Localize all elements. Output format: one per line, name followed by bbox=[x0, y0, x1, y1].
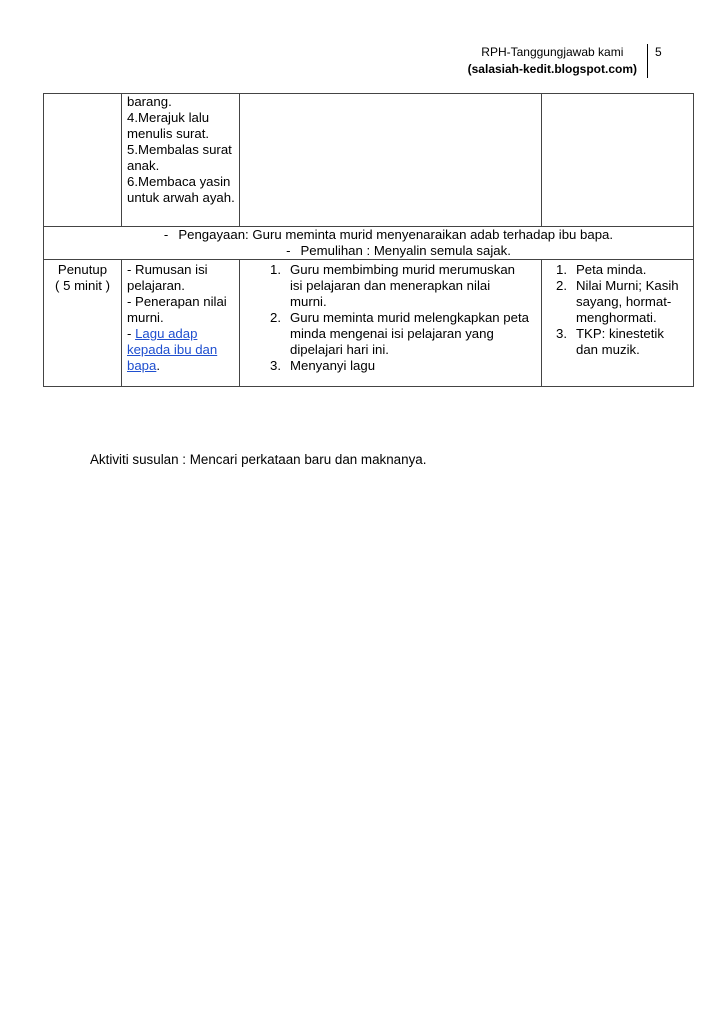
content-line: 5.Membalas surat anak. bbox=[127, 142, 232, 173]
content-line: 4.Merajuk lalu menulis surat. bbox=[127, 110, 210, 141]
lesson-plan-table bbox=[43, 93, 694, 387]
activity-list bbox=[270, 262, 529, 374]
stage-cell bbox=[44, 260, 122, 387]
list-item bbox=[270, 358, 529, 374]
table-row bbox=[44, 94, 694, 227]
page-number: 5 bbox=[655, 45, 662, 59]
enrichment-text: Pengayaan: Guru meminta murid menyenaraikan adab terhadap ibu bapa. bbox=[178, 227, 614, 242]
item-text: Guru meminta murid melengkapkan peta minda mengenai isi pelajaran yang dipelajari hari ini. bbox=[290, 310, 529, 357]
content-item: - Penerapan nilai murni. bbox=[127, 294, 227, 325]
content-prefix: - bbox=[127, 326, 136, 341]
content-line: barang. bbox=[127, 94, 172, 109]
stage-duration: ( 5 minit ) bbox=[55, 278, 110, 293]
content-cell bbox=[122, 94, 240, 227]
notes-cell bbox=[542, 94, 694, 227]
header-site: (salasiah-kedit.blogspot.com) bbox=[467, 62, 637, 76]
activity-cell bbox=[240, 260, 542, 387]
list-item bbox=[270, 310, 529, 358]
item-number: 1. bbox=[270, 262, 281, 277]
list-item bbox=[556, 278, 689, 326]
song-link[interactable]: Lagu adap kepada ibu dan bapa bbox=[127, 326, 218, 373]
table-row bbox=[44, 260, 694, 387]
item-number: 3. bbox=[270, 358, 281, 373]
page-header bbox=[468, 44, 648, 78]
table-row bbox=[44, 227, 694, 260]
content-cell bbox=[122, 260, 240, 387]
list-item bbox=[270, 262, 529, 310]
item-number: 3. bbox=[556, 326, 567, 341]
content-line: 6.Membaca yasin untuk arwah ayah. bbox=[127, 174, 235, 205]
enrichment-remedial-cell bbox=[44, 227, 694, 260]
item-number: 2. bbox=[270, 310, 281, 325]
stage-label: Penutup bbox=[57, 262, 108, 277]
content-item bbox=[127, 326, 235, 374]
content-suffix: . bbox=[156, 358, 161, 373]
content-item: - Rumusan isi pelajaran. bbox=[127, 262, 208, 293]
item-text: Guru membimbing murid merumuskan isi pelajaran dan menerapkan nilai murni. bbox=[290, 262, 515, 309]
stage-cell bbox=[44, 94, 122, 227]
item-text: Menyanyi lagu bbox=[290, 358, 376, 373]
list-dash: - bbox=[163, 227, 169, 242]
item-text: Nilai Murni; Kasih sayang, hormat-menghormati. bbox=[576, 278, 679, 325]
item-number: 1. bbox=[556, 262, 567, 277]
header-title: RPH-Tanggungjawab kami bbox=[481, 45, 624, 59]
item-text: Peta minda. bbox=[576, 262, 647, 277]
item-number: 2. bbox=[556, 278, 567, 293]
list-dash: - bbox=[286, 243, 291, 258]
notes-cell bbox=[542, 260, 694, 387]
remedial-text: Pemulihan : Menyalin semula sajak. bbox=[300, 243, 511, 258]
followup-activity: Aktiviti susulan : Mencari perkataan baru dan maknanya. bbox=[90, 452, 427, 467]
item-text: TKP: kinestetik dan muzik. bbox=[576, 326, 664, 357]
list-item bbox=[556, 326, 689, 358]
notes-list bbox=[556, 262, 689, 358]
activity-cell bbox=[240, 94, 542, 227]
list-item bbox=[556, 262, 689, 278]
